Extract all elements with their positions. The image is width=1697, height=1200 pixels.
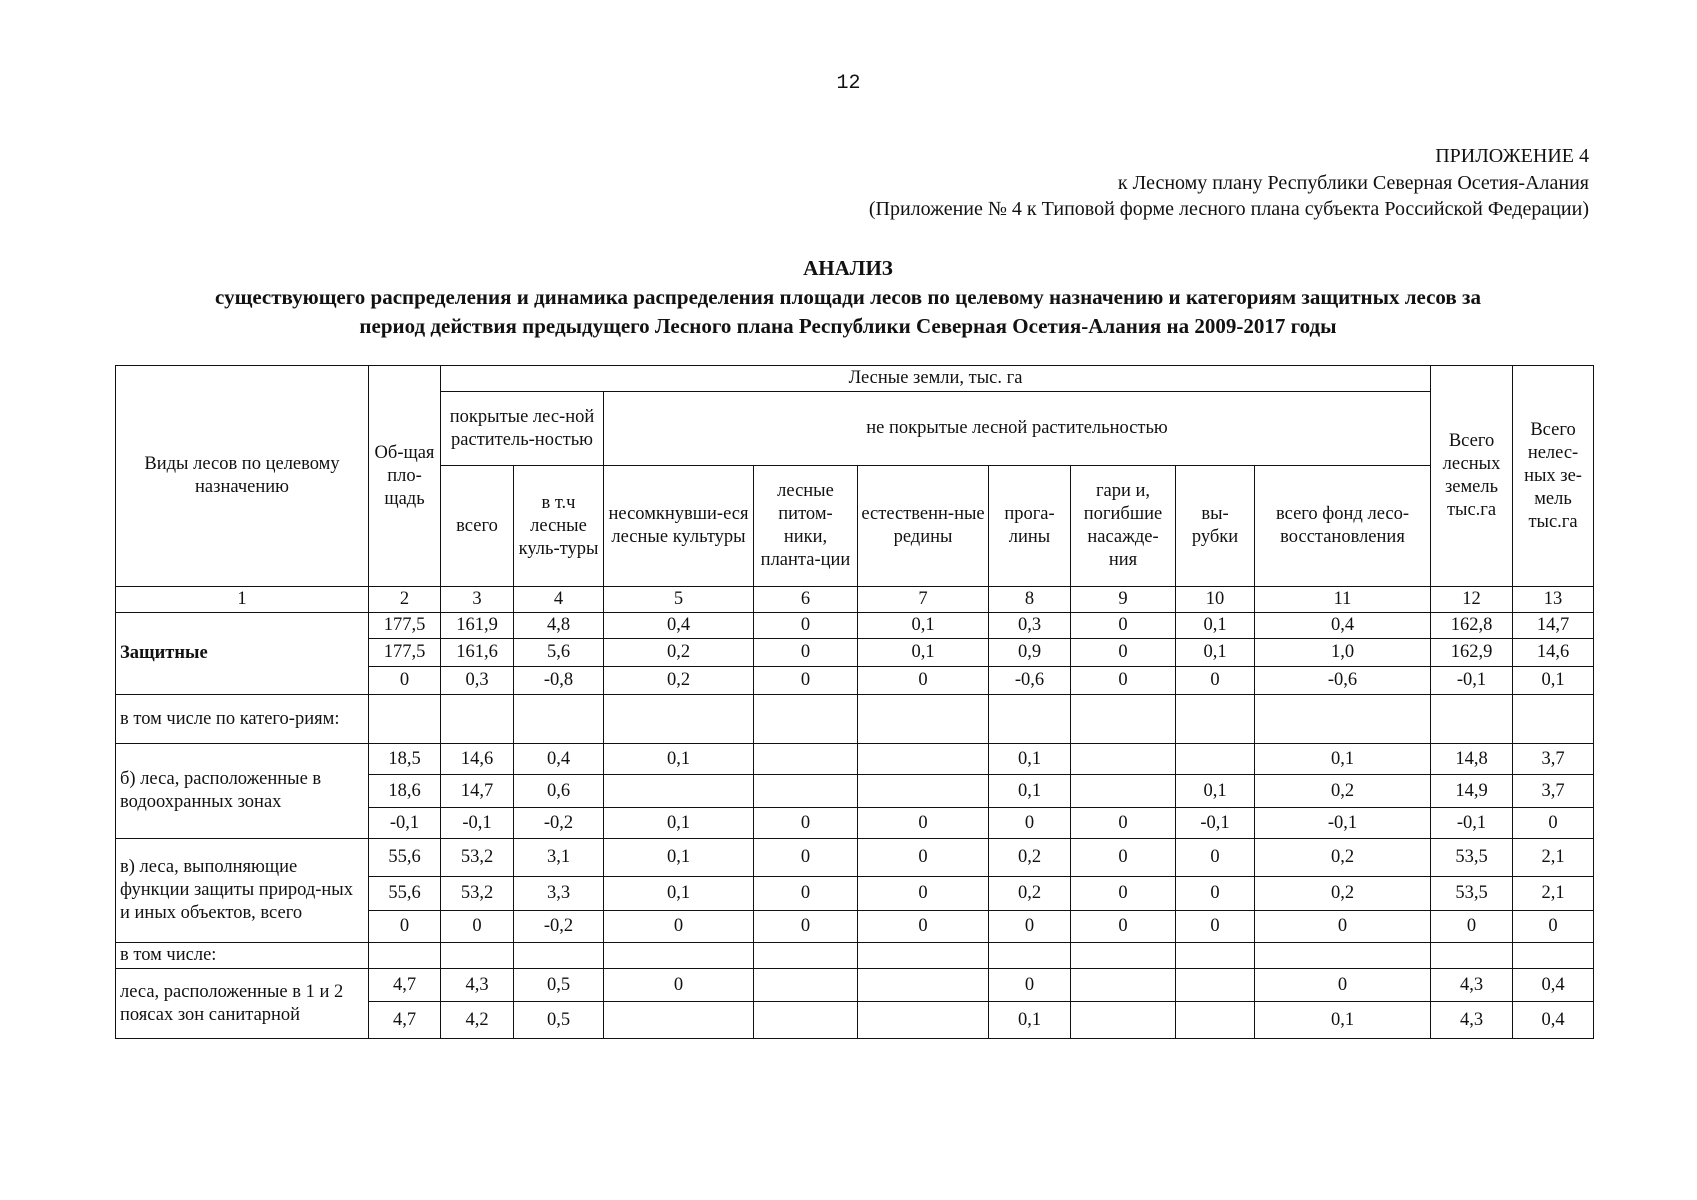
table-row <box>116 943 1594 969</box>
heading-line-1: существующего распределения и динамика распределения площади лесов по целевому назначению и категориям защитных лесов за <box>215 285 1481 309</box>
row-label: в) леса, выполняющие функции защиты природ-ных и иных объектов, всего <box>116 839 369 943</box>
table-row <box>116 613 1594 639</box>
table-cell: 4,3 <box>1431 969 1513 1002</box>
table-cell <box>754 775 858 808</box>
table-cell: 2,1 <box>1513 877 1594 911</box>
table-cell <box>1176 744 1255 775</box>
table-cell <box>1176 943 1255 969</box>
table-cell: 0 <box>1071 877 1176 911</box>
table-cell <box>1071 943 1176 969</box>
table-cell: 3,3 <box>514 877 604 911</box>
table-cell: 0,1 <box>604 839 754 877</box>
header-total: всего <box>441 466 514 587</box>
table-cell: 177,5 <box>369 639 441 667</box>
table-cell <box>1176 969 1255 1002</box>
table-cell: 0,1 <box>1176 613 1255 639</box>
table-cell: 0,1 <box>604 744 754 775</box>
table-cell <box>604 775 754 808</box>
table-cell: 0 <box>754 639 858 667</box>
column-number: 1 <box>116 587 369 613</box>
table-cell: 0 <box>989 969 1071 1002</box>
header-forest-lands: Лесные земли, тыс. га <box>441 366 1431 392</box>
table-cell: 0 <box>858 911 989 943</box>
table-cell: 18,6 <box>369 775 441 808</box>
table-cell <box>369 943 441 969</box>
table-cell: 0,4 <box>514 744 604 775</box>
table-cell: 0,1 <box>604 877 754 911</box>
table-cell: 0 <box>858 877 989 911</box>
table-cell: 0 <box>1176 839 1255 877</box>
table-cell: 0 <box>754 911 858 943</box>
table-cell <box>754 744 858 775</box>
header-covered: покрытые лес-ной раститель-ностью <box>441 392 604 466</box>
table-cell: 0,1 <box>989 775 1071 808</box>
table-cell <box>441 695 514 744</box>
table-cell <box>858 969 989 1002</box>
table-cell: 0,2 <box>604 639 754 667</box>
table-cell: 14,6 <box>1513 639 1594 667</box>
column-number: 3 <box>441 587 514 613</box>
table-cell: 0,4 <box>1513 969 1594 1002</box>
table-cell <box>754 1002 858 1039</box>
table-cell <box>858 744 989 775</box>
table-cell: 0,2 <box>989 877 1071 911</box>
table-cell: 0 <box>754 877 858 911</box>
table-cell: 0,3 <box>441 667 514 695</box>
table-cell: 14,7 <box>1513 613 1594 639</box>
table-cell: 0 <box>369 667 441 695</box>
table-cell: -0,1 <box>369 808 441 839</box>
header-total-forest-lands: Всего лесных земель тыс.га <box>1431 366 1513 587</box>
table-cell <box>604 943 754 969</box>
table-cell: 0 <box>1431 911 1513 943</box>
table-cell: 14,8 <box>1431 744 1513 775</box>
table-cell: 0,1 <box>858 613 989 639</box>
table-cell: -0,1 <box>1431 808 1513 839</box>
table-cell: 0 <box>1071 911 1176 943</box>
table-cell: 0 <box>604 911 754 943</box>
table-cell: 0,1 <box>1255 1002 1431 1039</box>
table-cell: 4,2 <box>441 1002 514 1039</box>
table-cell: 0 <box>1513 911 1594 943</box>
table-cell <box>1513 695 1594 744</box>
table-cell: 0 <box>1071 613 1176 639</box>
table-cell: 4,3 <box>441 969 514 1002</box>
header-nurseries: лесные питом-ники, планта-ции <box>754 466 858 587</box>
row-label: Защитные <box>116 613 369 695</box>
table-cell: 0 <box>1255 969 1431 1002</box>
table-cell: 0 <box>858 808 989 839</box>
header-forest-type: Виды лесов по целевому назначению <box>116 366 369 587</box>
table-cell: -0,1 <box>1176 808 1255 839</box>
table-cell: 0,1 <box>989 744 1071 775</box>
column-number: 10 <box>1176 587 1255 613</box>
table-cell <box>1431 695 1513 744</box>
appendix-title: ПРИЛОЖЕНИЕ 4 <box>1435 145 1589 167</box>
table-cell <box>858 1002 989 1039</box>
table-cell: 0 <box>1176 911 1255 943</box>
table-cell: 53,2 <box>441 839 514 877</box>
table-cell <box>754 943 858 969</box>
table-cell <box>1176 695 1255 744</box>
table-cell: 2,1 <box>1513 839 1594 877</box>
table-cell: 162,8 <box>1431 613 1513 639</box>
row-label: в том числе по катего-риям: <box>116 695 369 744</box>
table-cell: 18,5 <box>369 744 441 775</box>
column-number: 8 <box>989 587 1071 613</box>
table-cell: 0,3 <box>989 613 1071 639</box>
table-cell: 0,5 <box>514 1002 604 1039</box>
row-label: в том числе: <box>116 943 369 969</box>
table-cell: 0 <box>754 613 858 639</box>
table-cell <box>1513 943 1594 969</box>
row-label: леса, расположенные в 1 и 2 поясах зон санитарной <box>116 969 369 1039</box>
table-cell: 1,0 <box>1255 639 1431 667</box>
table-cell: 0,2 <box>1255 877 1431 911</box>
table-cell: 0 <box>1071 808 1176 839</box>
table-cell: 14,6 <box>441 744 514 775</box>
table-cell: 0 <box>989 911 1071 943</box>
table-cell: 0 <box>1176 877 1255 911</box>
table-cell: 0,4 <box>1513 1002 1594 1039</box>
column-number: 6 <box>754 587 858 613</box>
header-reforestation-fund: всего фонд лесо-восстановления <box>1255 466 1431 587</box>
table-cell: 162,9 <box>1431 639 1513 667</box>
column-number: 2 <box>369 587 441 613</box>
row-label: б) леса, расположенные в водоохранных зонах <box>116 744 369 839</box>
table-cell: 55,6 <box>369 877 441 911</box>
header-natural-sparse: естественн-ные редины <box>858 466 989 587</box>
table-cell: 53,5 <box>1431 839 1513 877</box>
table-cell <box>441 943 514 969</box>
table-cell: 55,6 <box>369 839 441 877</box>
column-number: 7 <box>858 587 989 613</box>
table-cell: 0,4 <box>604 613 754 639</box>
table-cell <box>989 695 1071 744</box>
table-cell: 0,4 <box>1255 613 1431 639</box>
column-number: 13 <box>1513 587 1594 613</box>
table-cell: 0 <box>1255 911 1431 943</box>
table-cell <box>604 695 754 744</box>
table-cell: 0,1 <box>604 808 754 839</box>
header-including-cultures: в т.ч лесные куль-туры <box>514 466 604 587</box>
column-number: 4 <box>514 587 604 613</box>
table-cell: 0 <box>754 667 858 695</box>
column-number: 5 <box>604 587 754 613</box>
table-cell <box>858 775 989 808</box>
table-cell: 0,1 <box>1176 639 1255 667</box>
table-cell: 0,6 <box>514 775 604 808</box>
header-not-covered: не покрытые лесной растительностью <box>604 392 1431 466</box>
header-clearings: вы-рубки <box>1176 466 1255 587</box>
header-total-area: Об-щая пло-щадь <box>369 366 441 587</box>
table-cell: 53,5 <box>1431 877 1513 911</box>
table-cell <box>369 695 441 744</box>
table-cell: 0,2 <box>604 667 754 695</box>
table-cell <box>858 943 989 969</box>
table-cell: 0 <box>754 839 858 877</box>
table-cell: 0 <box>858 667 989 695</box>
heading-title: АНАЛИЗ <box>803 256 893 280</box>
appendix-line-1: к Лесному плану Республики Северная Осетия-Алания <box>1117 172 1589 194</box>
table-cell: 3,1 <box>514 839 604 877</box>
table-cell: 0 <box>754 808 858 839</box>
table-cell <box>989 943 1071 969</box>
table-cell: 0 <box>1071 667 1176 695</box>
table-cell: 4,8 <box>514 613 604 639</box>
table-cell <box>754 969 858 1002</box>
column-number: 9 <box>1071 587 1176 613</box>
table-cell: 0 <box>1176 667 1255 695</box>
column-number: 12 <box>1431 587 1513 613</box>
table-cell: 53,2 <box>441 877 514 911</box>
table-cell: -0,1 <box>1255 808 1431 839</box>
table-cell <box>514 943 604 969</box>
appendix-line-2: (Приложение № 4 к Типовой форме лесного плана субъекта Российской Федерации) <box>868 198 1589 220</box>
table-cell: 14,7 <box>441 775 514 808</box>
column-number: 11 <box>1255 587 1431 613</box>
table-cell <box>604 1002 754 1039</box>
page-number: 12 <box>836 72 861 95</box>
table-cell <box>1255 943 1431 969</box>
table-cell: 0,1 <box>858 639 989 667</box>
table-cell: 0,1 <box>1255 744 1431 775</box>
table-cell <box>858 695 989 744</box>
table-cell: 0,2 <box>1255 839 1431 877</box>
table-cell: 3,7 <box>1513 744 1594 775</box>
header-total-nonforest-lands: Всего нелес-ных зе-мель тыс.га <box>1513 366 1594 587</box>
table-cell: 0,9 <box>989 639 1071 667</box>
table-cell <box>1176 1002 1255 1039</box>
table-cell: 0,1 <box>1176 775 1255 808</box>
header-burnt-areas: гари и, погибшие насажде-ния <box>1071 466 1176 587</box>
table-cell: 161,9 <box>441 613 514 639</box>
table-row <box>116 839 1594 877</box>
table-cell: 0 <box>604 969 754 1002</box>
table-cell: 0,1 <box>989 1002 1071 1039</box>
table-cell: -0,6 <box>989 667 1071 695</box>
table-cell: -0,6 <box>1255 667 1431 695</box>
table-cell: 0 <box>1513 808 1594 839</box>
table-cell: 0,2 <box>989 839 1071 877</box>
table-cell <box>514 695 604 744</box>
table-cell: 0,1 <box>1513 667 1594 695</box>
table-cell <box>754 695 858 744</box>
table-cell <box>1071 775 1176 808</box>
table-cell: -0,1 <box>1431 667 1513 695</box>
table-row <box>116 969 1594 1002</box>
header-unclosed-cultures: несомкнувши-еся лесные культуры <box>604 466 754 587</box>
table-cell: 3,7 <box>1513 775 1594 808</box>
table-cell: 5,6 <box>514 639 604 667</box>
table-row <box>116 695 1594 744</box>
table-cell: -0,1 <box>441 808 514 839</box>
table-cell: 0,5 <box>514 969 604 1002</box>
table-cell: -0,8 <box>514 667 604 695</box>
table-cell <box>1431 943 1513 969</box>
table-cell: 0 <box>1071 639 1176 667</box>
table-cell: -0,2 <box>514 911 604 943</box>
table-cell <box>1071 695 1176 744</box>
table-body <box>116 613 1594 1039</box>
table-cell: 0 <box>989 808 1071 839</box>
table-cell: 0 <box>1071 839 1176 877</box>
table-cell: 0 <box>858 839 989 877</box>
column-numbers-row <box>116 587 1594 613</box>
table-cell <box>1071 744 1176 775</box>
table-cell: 4,3 <box>1431 1002 1513 1039</box>
table-cell: -0,2 <box>514 808 604 839</box>
table-cell: 161,6 <box>441 639 514 667</box>
table-cell: 4,7 <box>369 969 441 1002</box>
table-cell <box>1071 969 1176 1002</box>
table-cell <box>1071 1002 1176 1039</box>
table-cell: 4,7 <box>369 1002 441 1039</box>
forest-distribution-table <box>115 365 1594 1039</box>
table-row <box>116 744 1594 775</box>
table-cell: 14,9 <box>1431 775 1513 808</box>
heading-line-2: период действия предыдущего Лесного плана Республики Северная Осетия-Алания на 2009-2017 годы <box>359 314 1337 338</box>
header-glades: прога-лины <box>989 466 1071 587</box>
table-cell <box>1255 695 1431 744</box>
table-cell: 0 <box>441 911 514 943</box>
table-cell: 177,5 <box>369 613 441 639</box>
table-cell: 0 <box>369 911 441 943</box>
table-cell: 0,2 <box>1255 775 1431 808</box>
